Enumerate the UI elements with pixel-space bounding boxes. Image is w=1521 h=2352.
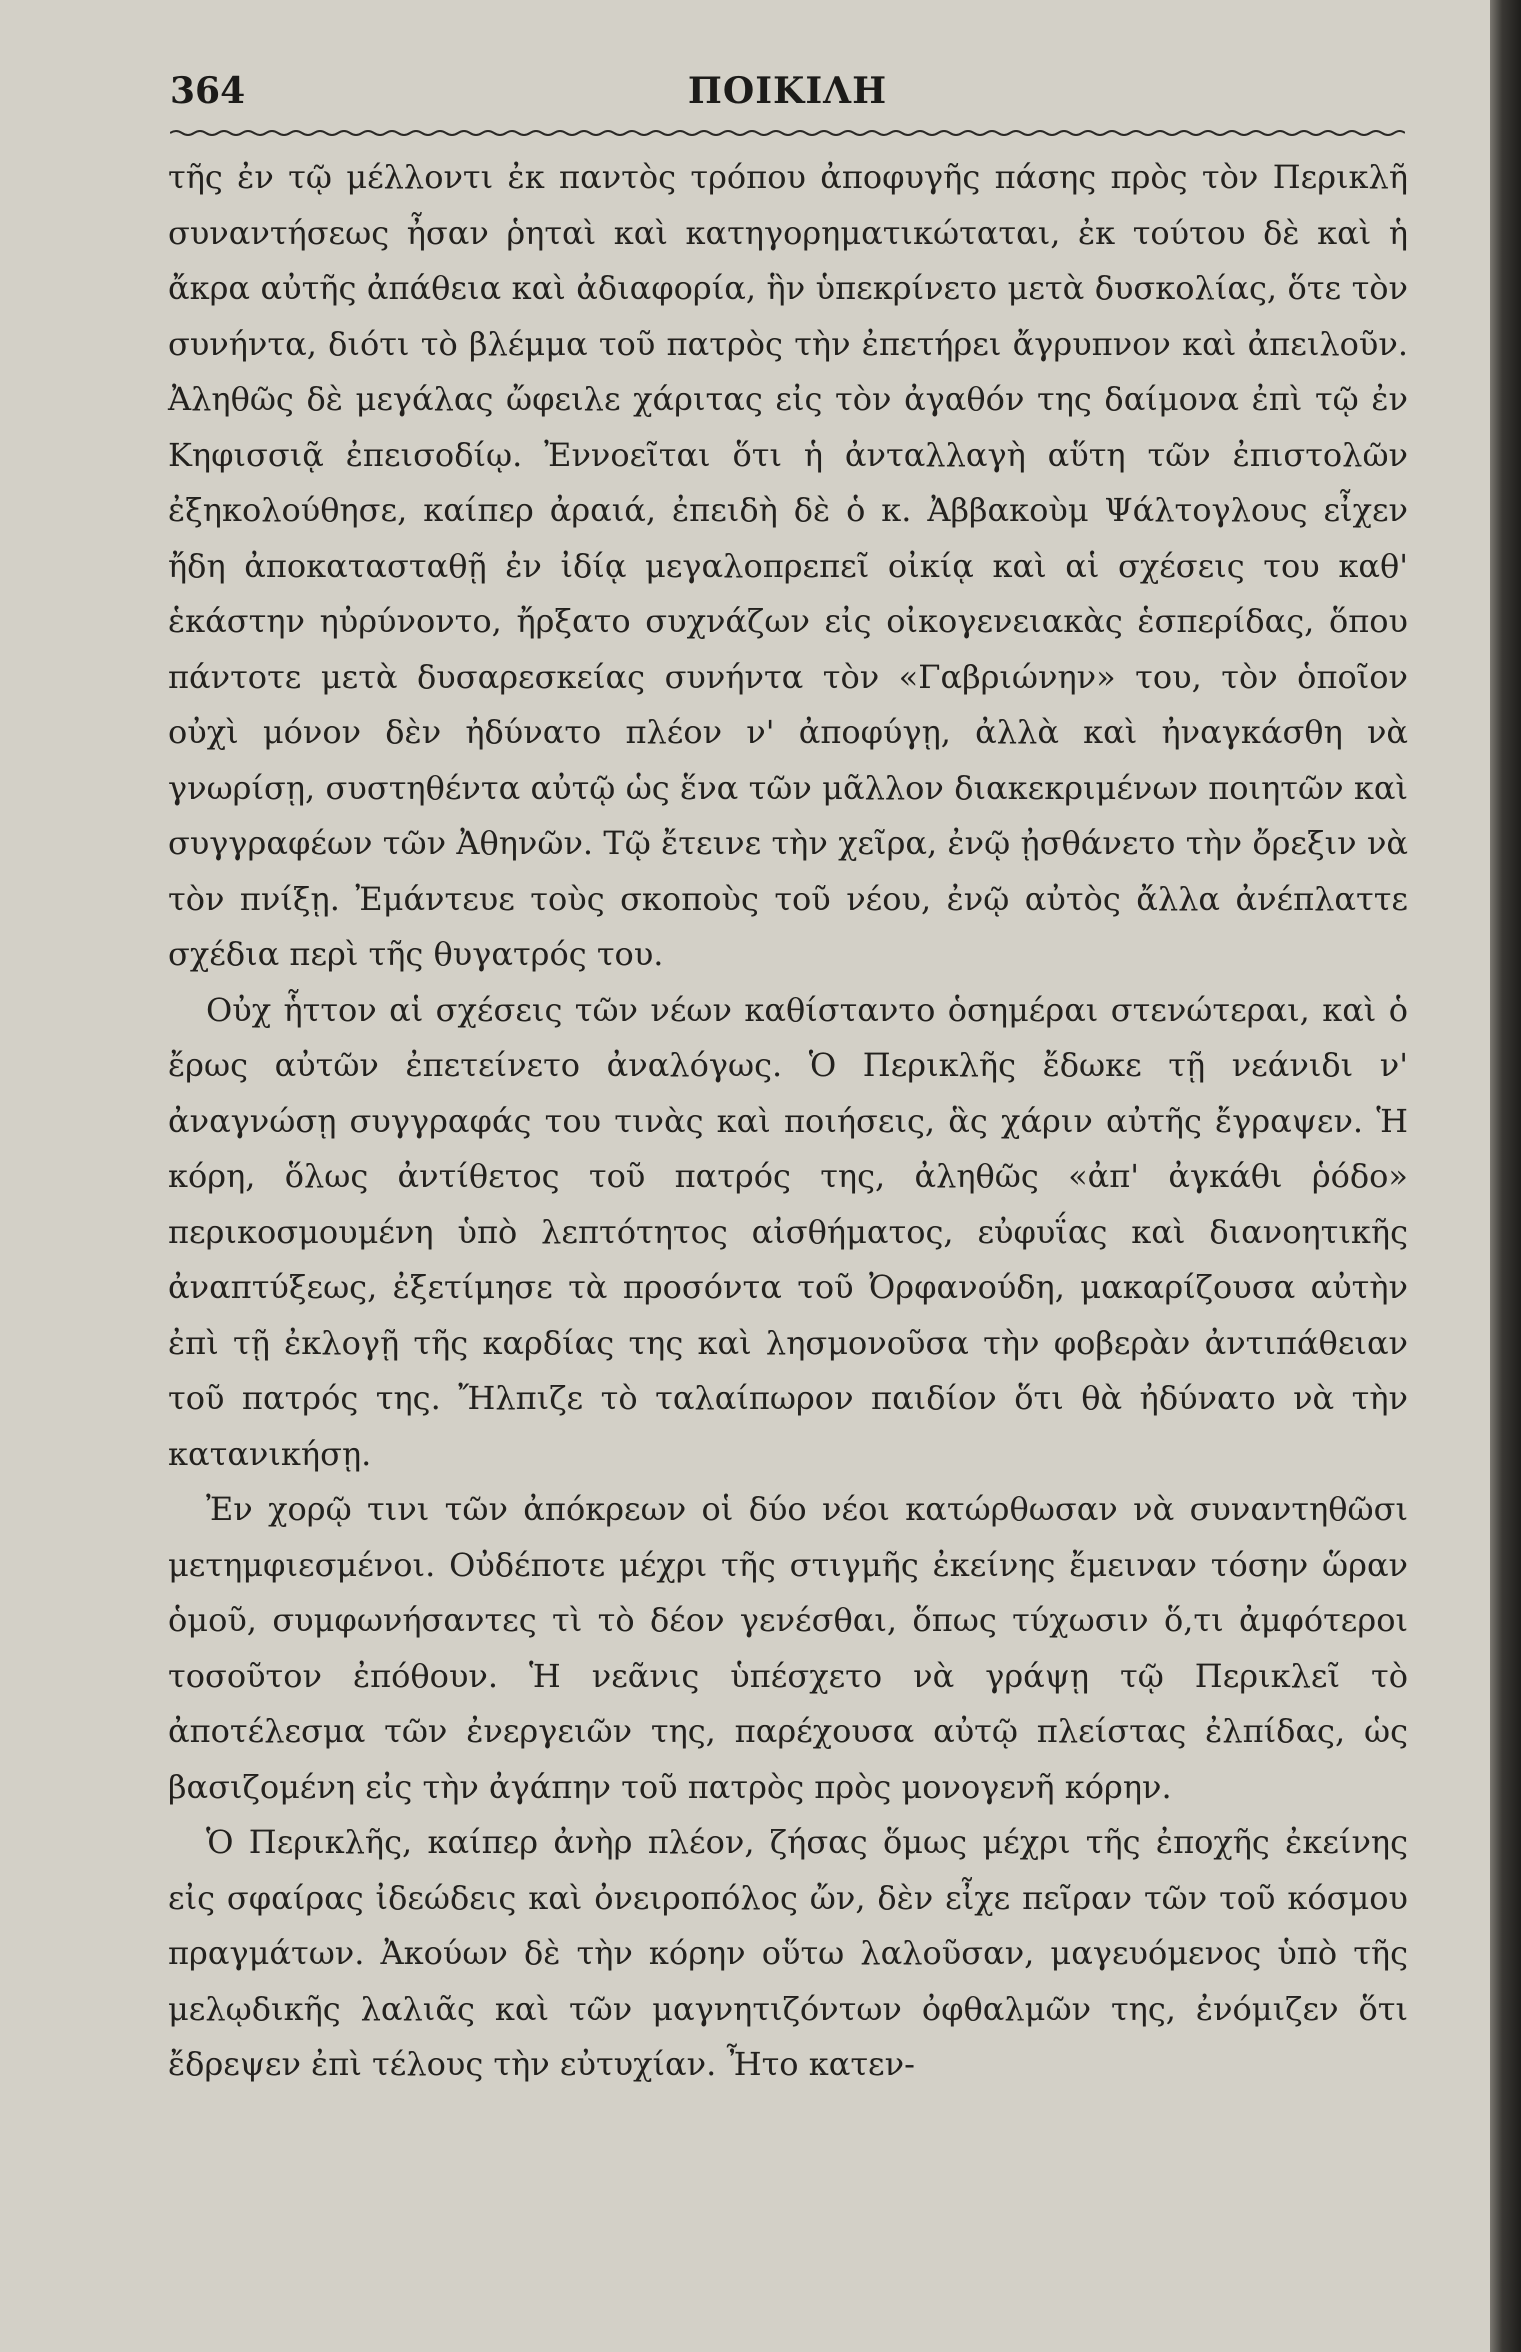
paragraph-3: Ἐν χορῷ τινι τῶν ἀπόκρεων οἱ δύο νέοι κατώρθωσαν νὰ συναντηθῶσι μετημφιεσμένοι. Οὐδέποτε μέχρι τῆς στιγμῆς ἐκείνης ἔμειναν τόσην ὥραν ὁμοῦ, συμφωνήσαντες τὶ τὸ δέον γενέσθαι, ὅπως τύχωσιν ὅ,τι ἀμφότεροι τοσοῦτον ἐπόθουν. Ἡ νεᾶνις ὑπέσχετο νὰ γράψῃ τῷ Περικλεῖ τὸ ἀποτέλεσμα τῶν ἐνεργειῶν της, παρέχουσα αὐτῷ πλείστας ἐλπίδας, ὡς βασιζομένη εἰς τὴν ἀγάπην τοῦ πατρὸς πρὸς μονογενῆ κόρην.: [168, 1490, 1408, 1806]
body-text: [168, 150, 1408, 2093]
header-rule: [170, 128, 1405, 138]
book-spine-shadow: [1490, 0, 1521, 2352]
header-rule-line: [170, 131, 1405, 135]
paragraph-2: Οὐχ ἧττον αἱ σχέσεις τῶν νέων καθίσταντο ὁσημέραι στενώτεραι, καὶ ὁ ἔρως αὐτῶν ἐπετείνετο ἀναλόγως. Ὁ Περικλῆς ἔδωκε τῇ νεάνιδι ν' ἀναγνώσῃ συγγραφάς του τινὰς καὶ ποιήσεις, ἃς χάριν αὐτῆς ἔγραψεν. Ἡ κόρη, ὅλως ἀντίθετος τοῦ πατρός της, ἀληθῶς «ἀπ' ἀγκάθι ῥόδο» περικοσμουμένη ὑπὸ λεπτότητος αἰσθήματος, εὐφυΐας καὶ διανοητικῆς ἀναπτύξεως, ἐξετίμησε τὰ προσόντα τοῦ Ὀρφανούδη, μακαρίζουσα αὐτὴν ἐπὶ τῇ ἐκλογῇ τῆς καρδίας της καὶ λησμονοῦσα τὴν φοβερὰν ἀντιπάθειαν τοῦ πατρός της. Ἤλπιζε τὸ ταλαίπωρον παιδίον ὅτι θὰ ἠδύνατο νὰ τὴν κατανικήσῃ.: [168, 990, 1408, 1473]
running-title: ΠΟΙΚΙΛΗ: [687, 70, 888, 112]
page-number: 364: [170, 70, 246, 112]
paragraph-4: Ὁ Περικλῆς, καίπερ ἀνὴρ πλέον, ζήσας ὅμως μέχρι τῆς ἐποχῆς ἐκείνης εἰς σφαίρας ἰδεώδεις καὶ ὀνειροπόλος ὤν, δὲν εἶχε πεῖραν τῶν τοῦ κόσμου πραγμάτων. Ἀκούων δὲ τὴν κόρην οὕτω λαλοῦσαν, μαγευόμενος ὑπὸ τῆς μελῳδικῆς λαλιᾶς καὶ τῶν μαγνητιζόντων ὀφθαλμῶν της, ἐνόμιζεν ὅτι ἔδρεψεν ἐπὶ τέλους τὴν εὐτυχίαν. Ἦτο κατεν-: [168, 1823, 1408, 2083]
paragraph-1: τῆς ἐν τῷ μέλλοντι ἐκ παντὸς τρόπου ἀποφυγῆς πάσης πρὸς τὸν Περικλῆ συναντήσεως ἦσαν ῥηταὶ καὶ κατηγορηματικώταται, ἐκ τούτου δὲ καὶ ἡ ἄκρα αὐτῆς ἀπάθεια καὶ ἀδιαφορία, ἣν ὑπεκρίνετο μετὰ δυσκολίας, ὅτε τὸν συνήντα, διότι τὸ βλέμμα τοῦ πατρὸς τὴν ἐπετήρει ἄγρυπνον καὶ ἀπειλοῦν. Ἀληθῶς δὲ μεγάλας ὤφειλε χάριτας εἰς τὸν ἀγαθόν της δαίμονα ἐπὶ τῷ ἐν Κηφισσιᾷ ἐπεισοδίῳ. Ἐννοεῖται ὅτι ἡ ἀνταλλαγὴ αὕτη τῶν ἐπιστολῶν ἐξηκολούθησε, καίπερ ἀραιά, ἐπειδὴ δὲ ὁ κ. Ἀββακοὺμ Ψάλτογλους εἶχεν ἤδη ἀποκατασταθῇ ἐν ἰδίᾳ μεγαλοπρεπεῖ οἰκίᾳ καὶ αἱ σχέσεις του καθ' ἑκάστην ηὐρύνοντο, ἤρξατο συχνάζων εἰς οἰκογενειακὰς ἑσπερίδας, ὅπου πάντοτε μετὰ δυσαρεσκείας συνήντα τὸν «Γαβριώνην» του, τὸν ὁποῖον οὐχὶ μόνον δὲν ἠδύνατο πλέον ν' ἀποφύγῃ, ἀλλὰ καὶ ἠναγκάσθη νὰ γνωρίσῃ, συστηθέντα αὐτῷ ὡς ἕνα τῶν μᾶλλον διακεκριμένων ποιητῶν καὶ συγγραφέων τῶν Ἀθηνῶν. Τῷ ἔτεινε τὴν χεῖρα, ἐνῷ ᾐσθάνετο τὴν ὄρεξιν νὰ τὸν πνίξῃ. Ἐμάντευε τοὺς σκοποὺς τοῦ νέου, ἐνῷ αὐτὸς ἄλλα ἀνέπλαττε σχέδια περὶ τῆς θυγατρός του.: [168, 158, 1408, 973]
